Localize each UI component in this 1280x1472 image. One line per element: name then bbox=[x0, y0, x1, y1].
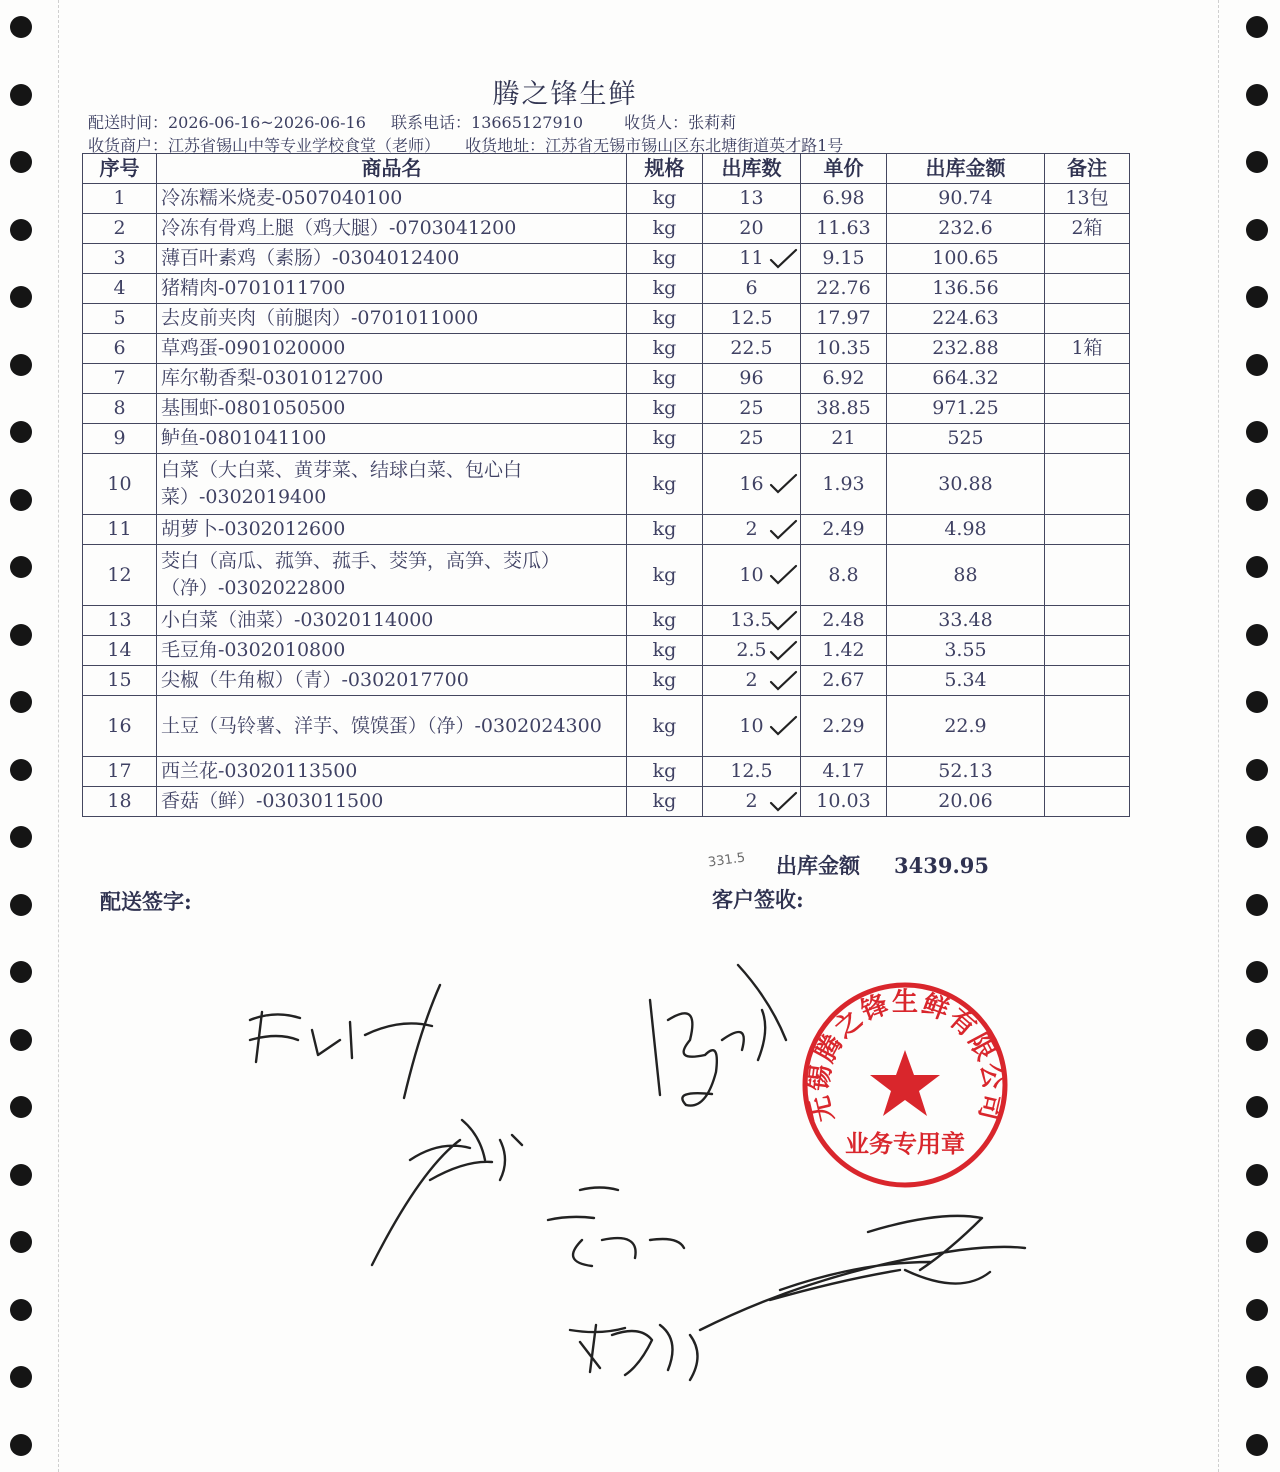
row-price: 2.48 bbox=[801, 606, 887, 636]
row-no: 6 bbox=[83, 334, 157, 364]
row-name: 猪精肉-0701011700 bbox=[157, 274, 627, 304]
row-name: 西兰花-03020113500 bbox=[157, 757, 627, 787]
row-no: 18 bbox=[83, 787, 157, 817]
row-amount: 30.88 bbox=[887, 454, 1045, 515]
header-price: 单价 bbox=[801, 154, 887, 184]
row-unit: kg bbox=[627, 757, 703, 787]
row-unit: kg bbox=[627, 364, 703, 394]
row-name: 草鸡蛋-0901020000 bbox=[157, 334, 627, 364]
row-qty: 10 bbox=[703, 545, 801, 606]
row-unit: kg bbox=[627, 515, 703, 545]
row-no: 2 bbox=[83, 214, 157, 244]
row-amount: 52.13 bbox=[887, 757, 1045, 787]
row-name: 冷冻糯米烧麦-0507040100 bbox=[157, 184, 627, 214]
row-name: 茭白（高瓜、菰笋、菰手、茭笋，高笋、茭瓜）（净）-0302022800 bbox=[157, 545, 627, 606]
delivery-time: 配送时间：2026-06-16~2026-06-16 bbox=[88, 113, 366, 132]
stamp-purpose-text: 业务专用章 bbox=[845, 1130, 965, 1158]
row-amount: 5.34 bbox=[887, 666, 1045, 696]
row-amount: 664.32 bbox=[887, 364, 1045, 394]
row-price: 2.67 bbox=[801, 666, 887, 696]
row-amount: 4.98 bbox=[887, 515, 1045, 545]
row-no: 14 bbox=[83, 636, 157, 666]
row-qty: 12.5 bbox=[703, 757, 801, 787]
header-name: 商品名 bbox=[157, 154, 627, 184]
receiving-address: 收货地址：江苏省无锡市锡山区东北塘街道英才路1号 bbox=[465, 136, 844, 155]
row-note: 2箱 bbox=[1045, 214, 1130, 244]
row-no: 11 bbox=[83, 515, 157, 545]
row-unit: kg bbox=[627, 394, 703, 424]
row-note: 13包 bbox=[1045, 184, 1130, 214]
row-name: 基围虾-0801050500 bbox=[157, 394, 627, 424]
row-name: 胡萝卜-0302012600 bbox=[157, 515, 627, 545]
row-amount: 224.63 bbox=[887, 304, 1045, 334]
row-unit: kg bbox=[627, 636, 703, 666]
row-no: 15 bbox=[83, 666, 157, 696]
row-no: 10 bbox=[83, 454, 157, 515]
row-no: 16 bbox=[83, 696, 157, 757]
row-unit: kg bbox=[627, 244, 703, 274]
row-unit: kg bbox=[627, 606, 703, 636]
row-name: 鲈鱼-0801041100 bbox=[157, 424, 627, 454]
header-amount: 出库金额 bbox=[887, 154, 1045, 184]
contact-phone: 联系电话：13665127910 bbox=[391, 113, 583, 132]
row-amount: 136.56 bbox=[887, 274, 1045, 304]
signature-5 bbox=[570, 1325, 698, 1380]
row-price: 2.29 bbox=[801, 696, 887, 757]
signature-1 bbox=[250, 985, 440, 1098]
row-unit: kg bbox=[627, 304, 703, 334]
row-price: 10.03 bbox=[801, 787, 887, 817]
row-name: 库尔勒香梨-0301012700 bbox=[157, 364, 627, 394]
row-unit: kg bbox=[627, 787, 703, 817]
row-name: 香菇（鲜）-0303011500 bbox=[157, 787, 627, 817]
row-no: 5 bbox=[83, 304, 157, 334]
row-name: 白菜（大白菜、黄芽菜、结球白菜、包心白菜）-0302019400 bbox=[157, 454, 627, 515]
row-unit: kg bbox=[627, 424, 703, 454]
row-price: 17.97 bbox=[801, 304, 887, 334]
signature-3 bbox=[372, 1120, 522, 1265]
signature-2 bbox=[650, 965, 786, 1106]
row-no: 12 bbox=[83, 545, 157, 606]
row-unit: kg bbox=[627, 274, 703, 304]
row-price: 9.15 bbox=[801, 244, 887, 274]
row-qty: 25 bbox=[703, 394, 801, 424]
row-price: 11.63 bbox=[801, 214, 887, 244]
row-unit: kg bbox=[627, 666, 703, 696]
row-amount: 100.65 bbox=[887, 244, 1045, 274]
row-price: 1.42 bbox=[801, 636, 887, 666]
row-name: 毛豆角-0302010800 bbox=[157, 636, 627, 666]
header-note: 备注 bbox=[1045, 154, 1130, 184]
row-qty: 12.5 bbox=[703, 304, 801, 334]
row-price: 8.8 bbox=[801, 545, 887, 606]
row-amount: 33.48 bbox=[887, 606, 1045, 636]
total-value: 3439.95 bbox=[894, 853, 989, 878]
header-qty: 出库数 bbox=[703, 154, 801, 184]
receiving-merchant: 收货商户：江苏省锡山中等专业学校食堂（老师） bbox=[88, 136, 441, 155]
row-qty: 10 bbox=[703, 696, 801, 757]
stamp-star bbox=[870, 1050, 940, 1116]
row-amount: 232.6 bbox=[887, 214, 1045, 244]
row-amount: 90.74 bbox=[887, 184, 1045, 214]
row-price: 10.35 bbox=[801, 334, 887, 364]
row-no: 1 bbox=[83, 184, 157, 214]
customer-signature-label: 客户签收: bbox=[712, 887, 804, 912]
row-no: 7 bbox=[83, 364, 157, 394]
row-amount: 88 bbox=[887, 545, 1045, 606]
signature-4 bbox=[548, 1188, 684, 1267]
row-unit: kg bbox=[627, 184, 703, 214]
row-amount: 525 bbox=[887, 424, 1045, 454]
row-no: 17 bbox=[83, 757, 157, 787]
header-unit: 规格 bbox=[627, 154, 703, 184]
row-qty: 22.5 bbox=[703, 334, 801, 364]
row-amount: 22.9 bbox=[887, 696, 1045, 757]
stamp-company-text: 无锡腾之锋生鲜有限公司 bbox=[804, 987, 1008, 1125]
receiver-name: 收货人：张莉莉 bbox=[624, 113, 737, 132]
total-label: 出库金额 bbox=[776, 853, 860, 878]
row-unit: kg bbox=[627, 545, 703, 606]
row-price: 38.85 bbox=[801, 394, 887, 424]
row-name: 薄百叶素鸡（素肠）-0304012400 bbox=[157, 244, 627, 274]
row-qty: 25 bbox=[703, 424, 801, 454]
row-amount: 971.25 bbox=[887, 394, 1045, 424]
header-no: 序号 bbox=[83, 154, 157, 184]
signature-6 bbox=[700, 1216, 1025, 1330]
row-no: 3 bbox=[83, 244, 157, 274]
row-price: 21 bbox=[801, 424, 887, 454]
row-unit: kg bbox=[627, 454, 703, 515]
row-price: 1.93 bbox=[801, 454, 887, 515]
row-qty: 13.5 bbox=[703, 606, 801, 636]
row-name: 尖椒（牛角椒）（青）-0302017700 bbox=[157, 666, 627, 696]
row-qty: 2 bbox=[703, 666, 801, 696]
row-amount: 20.06 bbox=[887, 787, 1045, 817]
row-name: 去皮前夹肉（前腿肉）-0701011000 bbox=[157, 304, 627, 334]
row-price: 6.92 bbox=[801, 364, 887, 394]
row-qty: 96 bbox=[703, 364, 801, 394]
row-amount: 3.55 bbox=[887, 636, 1045, 666]
row-qty: 2 bbox=[703, 515, 801, 545]
row-unit: kg bbox=[627, 214, 703, 244]
row-amount: 232.88 bbox=[887, 334, 1045, 364]
row-name: 土豆（马铃薯、洋芋、馍馍蛋）（净）-0302024300 bbox=[157, 696, 627, 757]
handwritten-total: 331.5 bbox=[707, 850, 747, 871]
row-qty: 11 bbox=[703, 244, 801, 274]
row-price: 22.76 bbox=[801, 274, 887, 304]
delivery-signature-label: 配送签字: bbox=[100, 889, 192, 914]
row-qty: 6 bbox=[703, 274, 801, 304]
row-qty: 13 bbox=[703, 184, 801, 214]
row-price: 2.49 bbox=[801, 515, 887, 545]
row-qty: 20 bbox=[703, 214, 801, 244]
row-price: 6.98 bbox=[801, 184, 887, 214]
company-stamp bbox=[800, 980, 1010, 1190]
row-no: 4 bbox=[83, 274, 157, 304]
row-qty: 2 bbox=[703, 787, 801, 817]
row-note: 1箱 bbox=[1045, 334, 1130, 364]
row-no: 8 bbox=[83, 394, 157, 424]
row-name: 冷冻有骨鸡上腿（鸡大腿）-0703041200 bbox=[157, 214, 627, 244]
row-unit: kg bbox=[627, 334, 703, 364]
row-no: 13 bbox=[83, 606, 157, 636]
row-no: 9 bbox=[83, 424, 157, 454]
row-price: 4.17 bbox=[801, 757, 887, 787]
row-name: 小白菜（油菜）-03020114000 bbox=[157, 606, 627, 636]
row-qty: 2.5 bbox=[703, 636, 801, 666]
row-qty: 16 bbox=[703, 454, 801, 515]
row-unit: kg bbox=[627, 696, 703, 757]
document-title: 腾之锋生鲜 bbox=[492, 79, 638, 110]
